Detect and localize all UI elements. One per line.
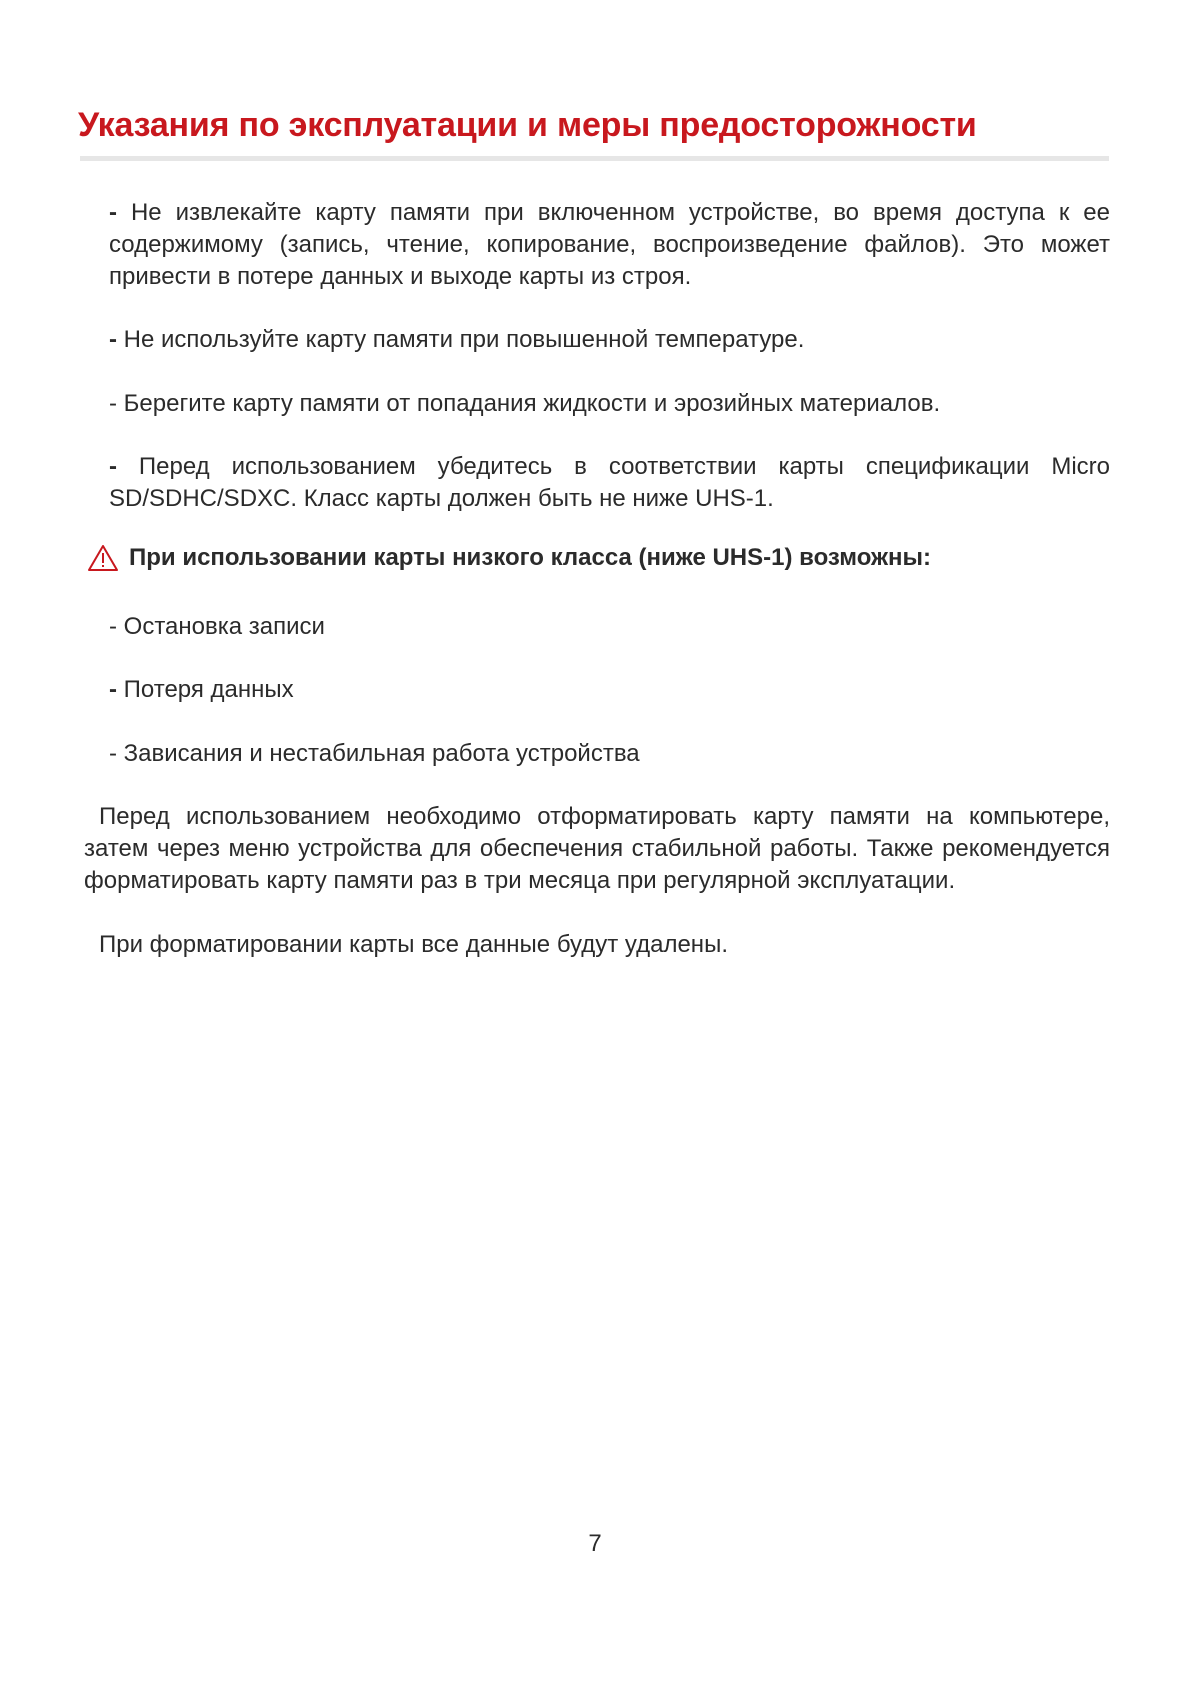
page-title: Указания по эксплуатации и меры предосторожности bbox=[78, 106, 977, 144]
bullet-temperature bbox=[109, 324, 1110, 356]
warning-heading bbox=[87, 542, 931, 574]
warning-triangle-icon bbox=[87, 544, 119, 572]
consequence-text: Зависания и нестабильная работа устройства bbox=[117, 740, 640, 767]
bullet-dash: - bbox=[109, 326, 117, 353]
page-number: 7 bbox=[588, 1530, 602, 1557]
bullet-dash: - bbox=[109, 199, 117, 226]
consequence-recording-stop bbox=[109, 611, 1110, 643]
bullet-remove-card bbox=[109, 197, 1110, 293]
consequence-text: Потеря данных bbox=[117, 676, 294, 703]
bullet-text: Не используйте карту памяти при повышенной температуре. bbox=[117, 326, 805, 353]
bullet-dash: - bbox=[109, 390, 117, 417]
consequence-freezing bbox=[109, 738, 1110, 770]
consequence-dash: - bbox=[109, 676, 117, 703]
consequence-data-loss bbox=[109, 674, 1110, 706]
format-recommendation: Перед использованием необходимо отформатировать карту памяти на компьютере, затем через меню устройства для обеспечения стабильной работы. Также рекомендуется форматировать карту памяти раз в три месяца при регулярной эксплуатации. bbox=[84, 803, 1110, 894]
bullet-spec-check bbox=[109, 451, 1110, 515]
bullet-text: Берегите карту памяти от попадания жидкости и эрозийных материалов. bbox=[117, 390, 941, 417]
bullet-text: Не извлекайте карту памяти при включенном устройстве, во время доступа к ее содержимому (запись, чтение, копирование, воспроизведение файлов). Это может привести в потере данных и выходе карты из строя. bbox=[109, 199, 1110, 290]
title-underline bbox=[80, 156, 1109, 161]
bullet-text: Перед использованием убедитесь в соответствии карты спецификации Micro SD/SDHC/SDXC. Класс карты должен быть не ниже UHS-1. bbox=[109, 453, 1110, 512]
consequence-dash: - bbox=[109, 613, 117, 640]
consequence-text: Остановка записи bbox=[117, 613, 325, 640]
warning-text: При использовании карты низкого класса (ниже UHS-1) возможны: bbox=[129, 544, 932, 571]
format-warning: При форматировании карты все данные будут удалены. bbox=[99, 931, 728, 958]
bullet-dash: - bbox=[109, 453, 117, 480]
bullet-liquid bbox=[109, 388, 1110, 420]
consequence-dash: - bbox=[109, 740, 117, 767]
